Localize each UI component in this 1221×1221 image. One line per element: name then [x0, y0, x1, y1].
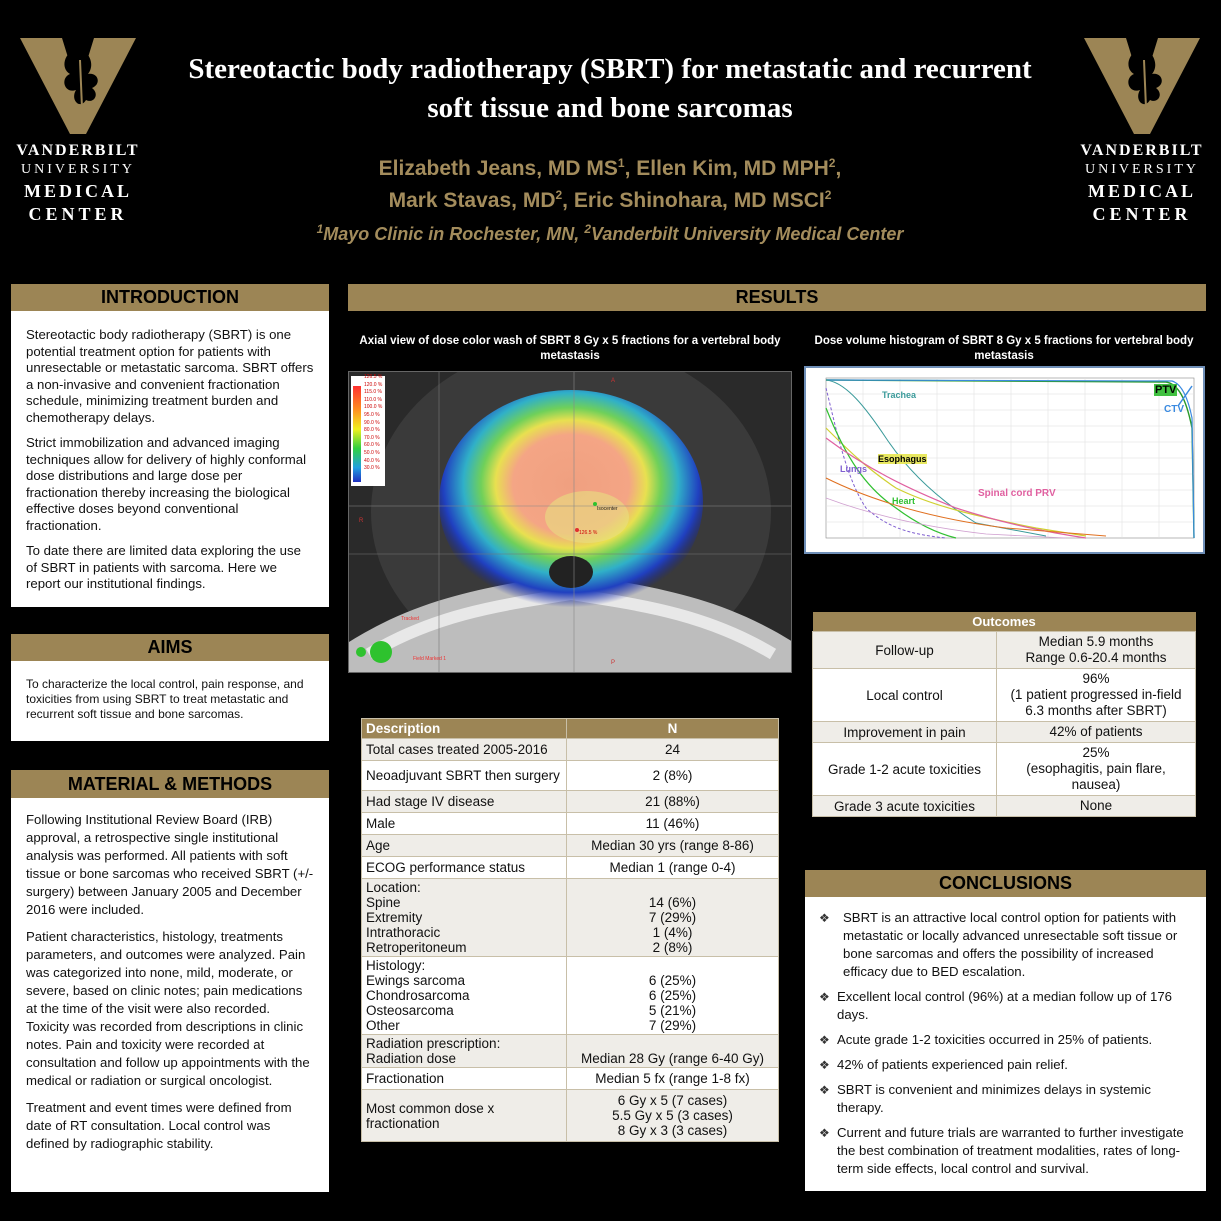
row-label: Had stage IV disease — [362, 791, 567, 813]
dvh-label-lungs: Lungs — [840, 464, 867, 474]
outcome-label: Improvement in pain — [813, 722, 997, 743]
row-label: Neoadjuvant SBRT then surgery — [362, 761, 567, 791]
row-value: Median 30 yrs (range 8-86) — [567, 835, 779, 857]
row-label: Age — [362, 835, 567, 857]
methods-body — [11, 798, 329, 1192]
conclusion-item — [819, 1081, 1192, 1117]
row-label: Total cases treated 2005-2016 — [362, 739, 567, 761]
conclusion-text: SBRT is an attractive local control option for patients with metastatic or locally advanced unresectable soft tissue or bone sarcomas and offers the possibility of increased efficacy due to BED escalation. — [843, 910, 1178, 979]
logo-left: VANDERBILT UNIVERSITY MEDICAL CENTER — [8, 38, 148, 225]
outcome-value: Median 5.9 months Range 0.6-20.4 months — [997, 632, 1196, 669]
row-value: 11 (46%) — [567, 813, 779, 835]
introduction-heading: INTRODUCTION — [11, 284, 329, 311]
bullet-icon: ❖ — [819, 1083, 830, 1097]
methods-heading: MATERIAL & METHODS — [11, 770, 329, 798]
dvh-label-ptv: PTV — [1155, 384, 1177, 396]
outcome-row — [813, 669, 1196, 722]
conclusions-heading: CONCLUSIONS — [805, 870, 1206, 897]
conclusion-item — [819, 1031, 1192, 1049]
row-value: 6 Gy x 5 (7 cases) 5.5 Gy x 5 (3 cases) 8 Gy x 3 (3 cases) — [567, 1090, 779, 1142]
row-value: Median 5 fx (range 1-8 fx) — [567, 1068, 779, 1090]
row-label: Location: Spine Extremity Intrathoracic Retroperitoneum — [362, 879, 567, 957]
row-label: Most common dose x fractionation — [362, 1090, 567, 1142]
figure1-caption: Axial view of dose color wash of SBRT 8 Gy x 5 fractions for a vertebral body metastasis — [359, 335, 781, 362]
conclusion-text: SBRT is convenient and minimizes delays in systemic therapy. — [837, 1082, 1151, 1115]
table-row — [362, 857, 779, 879]
bullet-icon: ❖ — [819, 1033, 830, 1047]
intro-paragraph: Strict immobilization and advanced imaging techniques allow for delivery of highly conformal dose distributions and large dose per fractionation thereby increasing the biological effective doses beyond conventional fractionation. — [26, 435, 307, 533]
outcome-label: Follow-up — [813, 632, 997, 669]
table-row — [362, 1068, 779, 1090]
marker-a: A — [611, 378, 616, 384]
outcome-row — [813, 722, 1196, 743]
dvh-label-ctv: CTV — [1164, 404, 1184, 415]
row-label: Male — [362, 813, 567, 835]
conclusions-section — [805, 870, 1206, 1191]
table-row — [362, 957, 779, 1035]
table-row — [362, 739, 779, 761]
outcome-row — [813, 743, 1196, 796]
author-list: Elizabeth Jeans, MD $MS^1$, Ellen Kim, MD MPH$^2$, Mark Stavas, $MD^2$, Eric Shinohara, MD MSCI$^2$ — [378, 156, 842, 212]
row-value: 6 (25%) 6 (25%) 5 (21%) 7 (29%) — [567, 957, 779, 1035]
row-label: Radiation prescription: Radiation dose — [362, 1035, 567, 1068]
conclusion-text: Excellent local control (96%) at a median follow up of 176 days. — [837, 989, 1172, 1022]
table-row — [362, 1035, 779, 1068]
table-row — [362, 835, 779, 857]
bullet-icon: ❖ — [819, 1058, 830, 1072]
conclusion-item — [819, 1124, 1192, 1178]
outcomes-table — [812, 612, 1196, 817]
outcome-row — [813, 796, 1196, 817]
bullet-icon: ❖ — [819, 1126, 830, 1140]
row-label: Histology: Ewings sarcoma Chondrosarcoma Osteosarcoma Other — [362, 957, 567, 1035]
aims-section — [11, 634, 329, 741]
outcome-value: None — [997, 796, 1196, 817]
row-value: 24 — [567, 739, 779, 761]
row-value: 21 (88%) — [567, 791, 779, 813]
row-label: ECOG performance status — [362, 857, 567, 879]
field-label: Field Marked 1 — [413, 656, 447, 662]
row-value: Median 1 (range 0-4) — [567, 857, 779, 879]
dvh-label-trachea: Trachea — [882, 390, 917, 400]
methods-paragraph: Treatment and event times were defined from date of RT consultation. Local control was defined by radiographic stability. — [26, 1100, 292, 1151]
affiliations: $^1$Mayo Clinic in Rochester, MN, $^2$Vanderbilt University Medical Center — [316, 222, 904, 244]
dvh-label-cord: Spinal cord PRV — [978, 488, 1056, 499]
outcome-value: 96% (1 patient progressed in-field 6.3 months after SBRT) — [997, 669, 1196, 722]
table-row — [362, 761, 779, 791]
row-value: Median 28 Gy (range 6-40 Gy) — [567, 1035, 779, 1068]
dvh-chart — [804, 366, 1205, 554]
oak-leaf-v-icon — [20, 38, 136, 134]
conclusion-text: Acute grade 1-2 toxicities occurred in 25% of patients. — [837, 1032, 1153, 1047]
results-heading: RESULTS — [348, 284, 1206, 311]
marker-r: R — [359, 518, 364, 524]
outcome-row — [813, 632, 1196, 669]
conclusion-text: 42% of patients experienced pain relief. — [837, 1057, 1068, 1072]
table-row — [362, 791, 779, 813]
outcome-value: 42% of patients — [997, 722, 1196, 743]
conclusions-list — [805, 897, 1206, 1191]
conclusion-text: Current and future trials are warranted to further investigate the best combination of treatment modalities, rates of long-term side effects, local control and survival. — [837, 1125, 1184, 1176]
conclusion-item — [819, 1056, 1192, 1074]
outcome-value: 25% (esophagitis, pain flare, nausea) — [997, 743, 1196, 796]
methods-paragraph: Following Institutional Review Board (IRB) approval, a retrospective single institutional analysis was performed. All patients with soft tissue or bone sarcomas who received SBRT (+/- surgery) between January 2005 and December 2016 were included. — [26, 812, 314, 917]
aims-heading: AIMS — [11, 634, 329, 661]
col-description: Description — [362, 719, 567, 739]
ct-dose-image — [348, 371, 792, 673]
dvh-label-heart: Heart — [892, 496, 916, 506]
intro-paragraph: To date there are limited data exploring the use of SBRT in patients with sarcoma. Here we report our institutional findings. — [26, 543, 301, 591]
col-n: N — [567, 719, 779, 739]
row-label: Fractionation — [362, 1068, 567, 1090]
isocenter-label: Isocenter — [597, 506, 618, 512]
poster-title: Stereotactic body radiotherapy (SBRT) for metastatic and recurrent soft tissue and bone sarcomas — [188, 53, 1032, 124]
bullet-icon: ❖ — [819, 911, 830, 925]
tracked-label: Tracked — [401, 616, 419, 622]
logo-right: VANDERBILT UNIVERSITY MEDICAL CENTER — [1072, 38, 1212, 225]
max-dose-label: 126.5 % — [579, 530, 598, 536]
table-row — [362, 879, 779, 957]
outcome-label: Grade 3 acute toxicities — [813, 796, 997, 817]
outcomes-heading: Outcomes — [813, 612, 1196, 632]
table-row — [362, 1090, 779, 1142]
introduction-body — [11, 311, 329, 607]
conclusion-item — [819, 988, 1192, 1024]
bullet-icon: ❖ — [819, 990, 830, 1004]
outcome-label: Grade 1-2 acute toxicities — [813, 743, 997, 796]
dvh-label-esophagus: Esophagus — [878, 454, 927, 464]
dose-legend: 126.5 % 120.0 % 115.0 % 110.0 % 100.0 % 95.0 % 90.0 % 80.0 % 70.0 % 60.0 % 50.0 % 40.0 % 30.0 % — [364, 374, 383, 472]
outcome-label: Local control — [813, 669, 997, 722]
patient-table — [361, 718, 779, 1142]
methods-paragraph: Patient characteristics, histology, treatments parameters, and outcomes were analyzed. Pain was categorized into none, mild, moderate, or severe, based on clinic notes; pain medications at the time of the visit were also recorded. Toxicity was recorded from descriptions in clinic notes. Pain and toxicity were recorded at consultation and follow up appointments with the medical or radiation or surgical oncologist. — [26, 929, 310, 1088]
aims-body: To characterize the local control, pain response, and toxicities from using SBRT to treat metastatic and recurrent soft tissue and bone sarcomas. — [11, 661, 329, 741]
conclusion-item — [819, 909, 1192, 981]
figure2-caption: Dose volume histogram of SBRT 8 Gy x 5 fractions for vertebral body metastasis — [814, 335, 1194, 362]
intro-paragraph: Stereotactic body radiotherapy (SBRT) is one potential treatment option for patients with unresectable or metastatic sarcoma. SBRT offers a non-invasive and convenient fractionation schedule, minimizing treatment burden and chemotherapy delays. — [26, 327, 314, 425]
introduction-section — [11, 284, 329, 607]
row-value: 14 (6%) 7 (29%) 1 (4%) 2 (8%) — [567, 879, 779, 957]
marker-p: P — [611, 660, 616, 666]
oak-leaf-v-icon — [1084, 38, 1200, 134]
methods-section — [11, 770, 329, 1192]
table-row — [362, 813, 779, 835]
row-value: 2 (8%) — [567, 761, 779, 791]
